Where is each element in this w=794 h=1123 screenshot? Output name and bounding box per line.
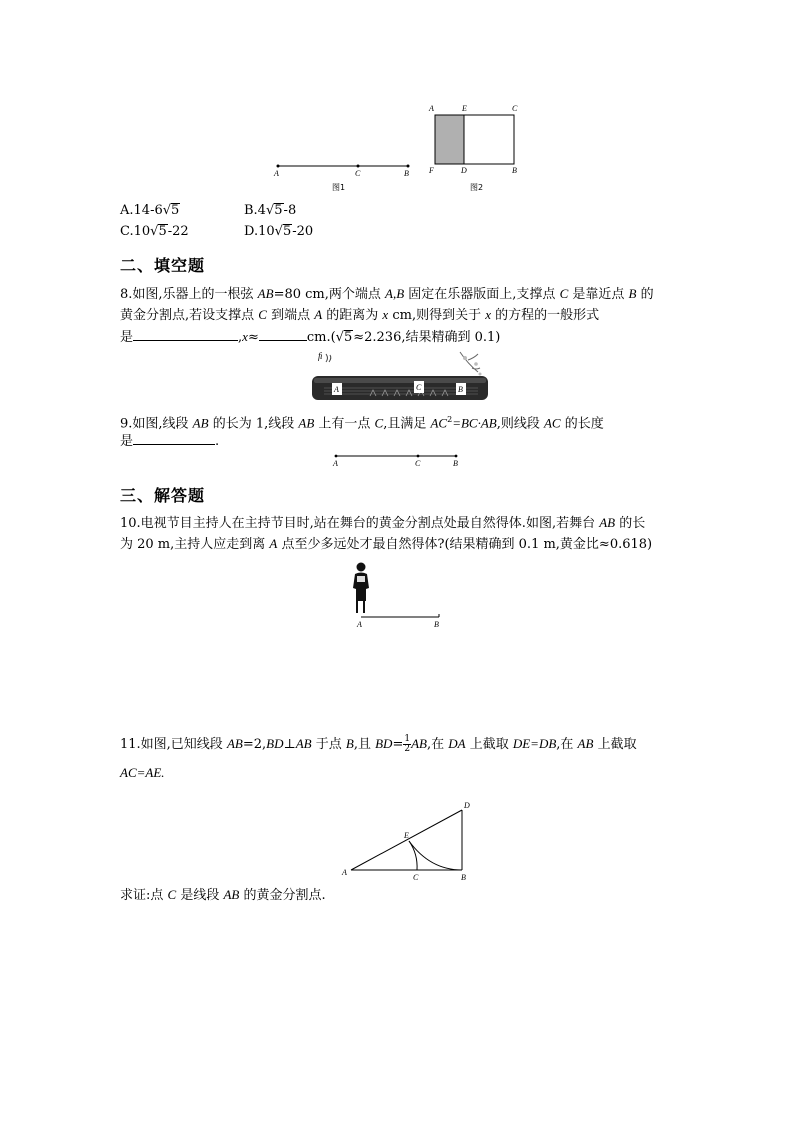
q11-label-b: B	[461, 873, 466, 882]
fig2-label-c: C	[512, 104, 518, 113]
q7-option-a: A.14-6√5	[120, 203, 180, 218]
fig2-label-a: A	[429, 104, 434, 113]
svg-text:ﬁ: ﬁ	[318, 351, 323, 361]
q11-prove-statement: 求证:点 C 是线段 AB 的黄金分割点.	[120, 887, 326, 903]
fig2-label-b: B	[512, 166, 517, 175]
q7-option-d: D.10√5-20	[244, 224, 314, 239]
q10-label-b: B	[434, 620, 439, 629]
photo-label-a: A	[334, 385, 339, 394]
q7-option-b: B.4√5-8	[244, 203, 297, 218]
photo-label-c: C	[416, 383, 422, 392]
q11-figure	[338, 798, 478, 883]
q9-label-a: A	[333, 459, 338, 468]
fig2-label-f: F	[429, 166, 434, 175]
q11-label-e: E	[404, 831, 409, 840]
q11-label-d: D	[464, 801, 470, 810]
q9-figure	[330, 450, 465, 472]
q10-line-2: 为 20 m,主持人应走到离 A 点至少多远处才最自然得体?(结果精确到 0.1 m,黄金比≈0.618)	[120, 536, 653, 552]
fig2-label-e: E	[462, 104, 467, 113]
section-2-heading: 二、填空题	[120, 256, 206, 275]
q11-line-1: 11.如图,已知线段 AB=2,BD⊥AB 于点 B,且 BD= $\frac{1}{2}$ AB,在 DA 上截取 DE=DB,在 AB 上截取	[120, 734, 637, 754]
fraction-one-half: $\frac{1}{2}$	[404, 734, 411, 754]
q8-line-2: 黄金分割点,若设支撑点 C 到端点 A 的距离为 x cm,则得到关于 x 的方程的一般形式	[120, 307, 600, 323]
q8-instrument-photo	[310, 350, 490, 405]
fig1-label-a: A	[274, 169, 279, 178]
fig2-caption: 图2	[470, 183, 484, 192]
q10-line-1: 10.电视节目主持人在主持节目时,站在舞台的黄金分割点处最自然得体.如图,若舞台 AB 的长	[120, 515, 646, 531]
fig1-label-b: B	[404, 169, 409, 178]
q9-line-2: 是 .	[120, 434, 220, 449]
q8-answer-blank-2[interactable]	[259, 328, 307, 341]
q9-label-b: B	[453, 459, 458, 468]
q9-line-1: 9.如图,线段 AB 的长为 1,线段 AB 上有一点 C,且满足 $AC^2=BC\cdot AB$,则线段 AC 的长度	[120, 415, 604, 432]
q11-label-a: A	[342, 868, 347, 877]
fig1-label-c: C	[355, 169, 361, 178]
q11-label-c: C	[413, 873, 419, 882]
q9-answer-blank[interactable]	[133, 432, 215, 445]
q11-line-2: AC=AE.	[120, 765, 165, 780]
q10-label-a: A	[357, 620, 362, 629]
section-3-heading: 三、解答题	[120, 486, 206, 505]
q9-label-c: C	[415, 459, 421, 468]
q8-line-3: 是 ,x≈ cm.(√5≈2.236,结果精确到 0.1)	[120, 329, 501, 345]
q7-figure-2	[424, 100, 534, 180]
fig1-caption: 图1	[332, 183, 346, 192]
q8-answer-blank-1[interactable]	[133, 328, 238, 341]
q10-figure	[345, 560, 450, 635]
q8-line-1: 8.如图,乐器上的一根弦 AB=80 cm,两个端点 A,B 固定在乐器版面上,支撑点 C 是靠近点 B 的	[120, 286, 654, 302]
q7-option-c: C.10√5-22	[120, 224, 189, 239]
photo-label-b: B	[458, 385, 463, 394]
fig2-label-d: D	[461, 166, 467, 175]
